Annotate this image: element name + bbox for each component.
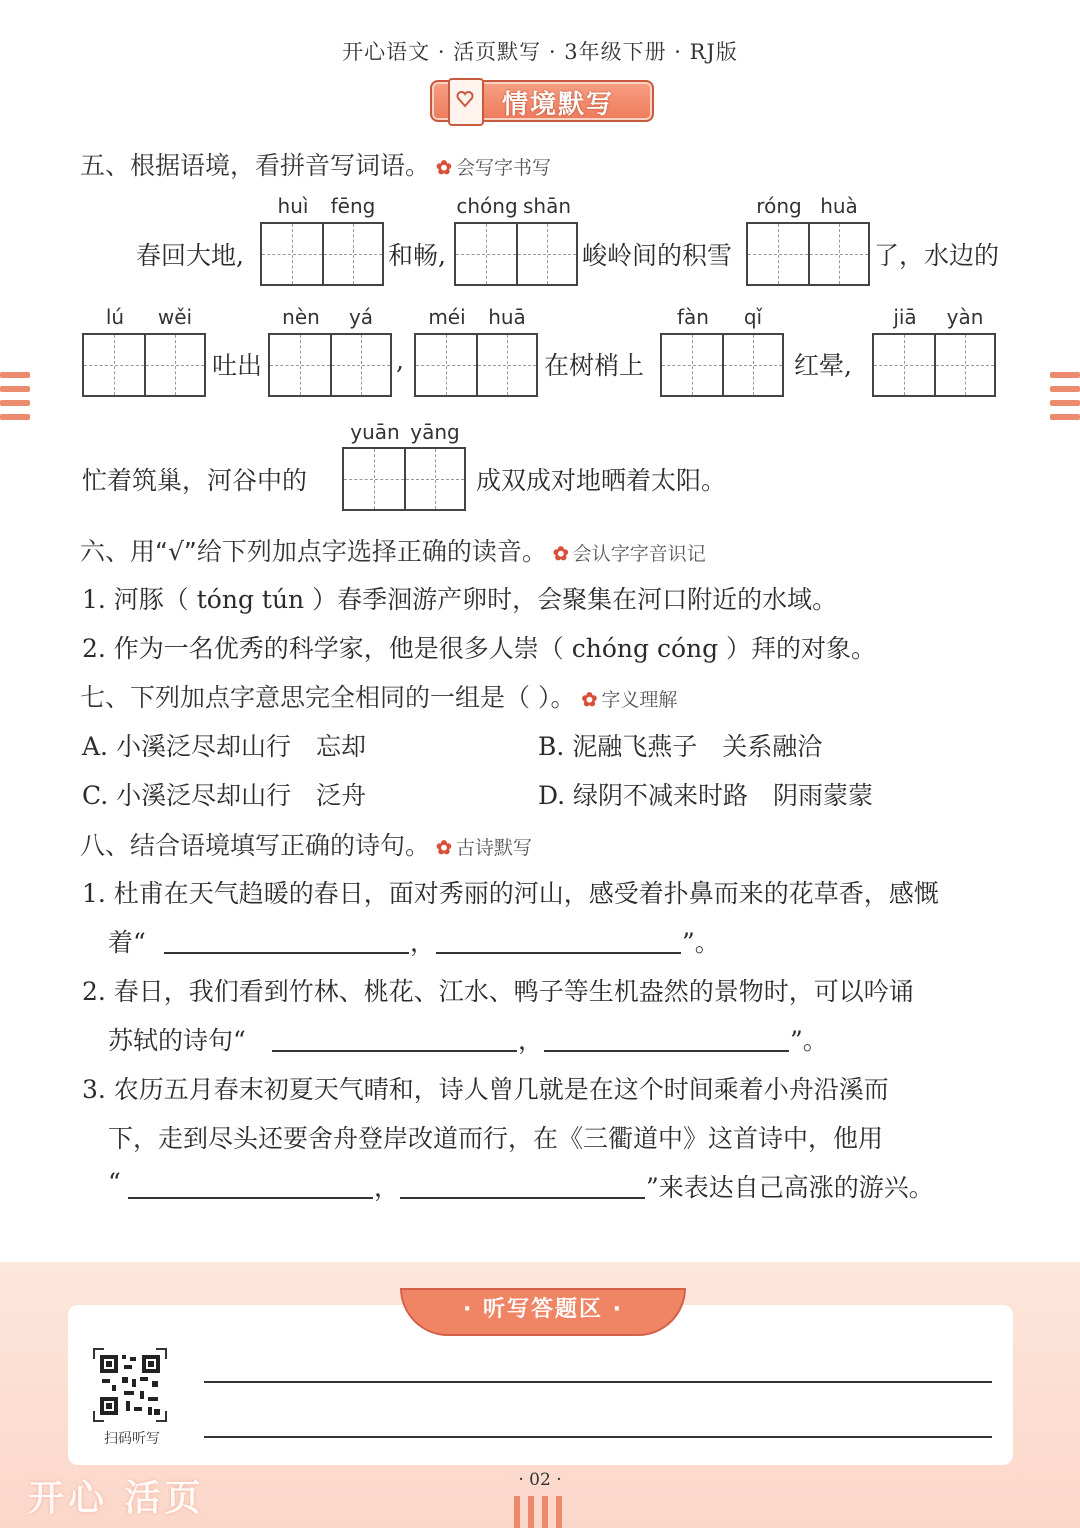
text: “ [108,1168,121,1197]
answer-blank[interactable] [272,1020,517,1052]
pinyin: fēng [330,194,376,218]
qr-code-icon[interactable] [92,1347,168,1423]
dictation-line[interactable] [204,1436,992,1438]
option-d[interactable]: D. 绿阴不减来时路 阴雨蒙蒙 [538,781,874,810]
section-5-tag: 会写字书写 [455,157,551,179]
section-6-tag: 会认字字音识记 [572,543,706,565]
option-c[interactable]: C. 小溪泛尽却山行 泛舟 [82,781,367,810]
pinyin: wěi [157,305,193,329]
pinyin: yá [348,305,374,329]
dictation-area-title: · 听写答题区 · [400,1288,686,1336]
pinyin: nèn [282,305,320,329]
brand-watermark: 开心 活页 [28,1478,205,1519]
writing-box[interactable] [342,447,466,511]
pinyin: yāng [410,420,460,444]
bottom-marker [514,1496,562,1532]
left-side-marker [0,372,30,420]
text: 成双成对地晒着太阳。 [476,466,727,495]
section-8-title: 八、结合语境填写正确的诗句。 ✿ 古诗默写 [80,831,532,860]
banner-title: 情境默写 [502,90,615,120]
text: 红晕, [794,351,852,380]
dictation-line[interactable] [204,1381,992,1383]
pinyin: chóng [456,194,518,218]
pinyin: shān [522,194,572,218]
answer-blank[interactable] [544,1020,789,1052]
flower-icon: ✿ [436,157,452,179]
section-banner [430,80,654,122]
page-number: · 02 · [518,1470,562,1490]
text: 着“ [108,928,146,957]
question-6-2: 2. 作为一名优秀的科学家，他是很多人崇（ chóng cóng ）拜的对象。 [82,634,877,663]
pinyin: lú [105,305,125,329]
text: ”。 [790,1026,828,1055]
writing-box[interactable] [454,222,578,286]
text: ， [374,1173,400,1202]
question-6-1: 1. 河豚（ tóng tún ）春季洄游产卵时，会聚集在河口附近的水域。 [82,585,838,614]
pinyin: fàn [677,305,709,329]
heart-tag-icon [448,78,484,126]
answer-blank[interactable] [128,1167,373,1199]
option-a[interactable]: A. 小溪泛尽却山行 忘却 [82,732,366,761]
writing-box[interactable] [660,333,784,397]
pinyin: róng [756,194,802,218]
pinyin: méi [428,305,466,329]
text: ”来表达自己高涨的游兴。 [646,1173,934,1202]
question-8-2: 2. 春日，我们看到竹林、桃花、江水、鸭子等生机盎然的景物时，可以吟诵 [82,977,914,1006]
pinyin: huì [277,194,309,218]
text: , [396,346,404,375]
answer-blank[interactable] [436,922,681,954]
question-8-1: 1. 杜甫在天气趋暖的春日，面对秀丽的河山，感受着扑鼻而来的花草香，感慨 [82,879,939,908]
pinyin: huà [820,194,858,218]
option-b[interactable]: B. 泥融飞燕子 关系融洽 [538,732,823,761]
pinyin: yuān [350,420,400,444]
writing-box[interactable] [414,333,538,397]
flower-icon: ✿ [436,837,452,859]
text: 苏轼的诗句“ [108,1026,246,1055]
writing-box[interactable] [268,333,392,397]
pinyin: yàn [946,305,984,329]
writing-box[interactable] [260,222,384,286]
pinyin: huā [488,305,526,329]
text: ， [518,1026,544,1055]
text: 吐出 [212,351,263,380]
question-8-3: 3. 农历五月春末初夏天气晴和，诗人曾几就是在这个时间乘着小舟沿溪而 [82,1075,889,1104]
text: ”。 [682,928,720,957]
text: 下，走到尽头还要舍舟登岸改道而行，在《三衢道中》这首诗中，他用 [108,1124,884,1153]
writing-box[interactable] [746,222,870,286]
right-side-marker [1050,372,1080,420]
qr-label: 扫码听写 [104,1431,160,1447]
writing-box[interactable] [82,333,206,397]
pinyin: qǐ [743,305,763,329]
section-6-title: 六、用“√”给下列加点字选择正确的读音。 ✿ 会认字字音识记 [80,537,706,566]
text: 峻岭间的积雪 [582,241,733,270]
text: 忙着筑巢，河谷中的 [82,466,308,495]
writing-box[interactable] [872,333,996,397]
pinyin: jiā [893,305,917,329]
section-8-tag: 古诗默写 [455,837,532,859]
page-header: 开心语文 · 活页默写 · 3年级下册 · RJ版 [342,40,738,64]
flower-icon: ✿ [552,543,569,565]
text: 在树梢上 [544,351,645,380]
flower-icon: ✿ [581,689,598,711]
section-7-title: 七、下列加点字意思完全相同的一组是（ ）。 ✿ 字义理解 [80,683,678,712]
text: 和畅, [388,241,446,270]
answer-blank[interactable] [164,922,409,954]
text: 了，水边的 [874,241,1000,270]
section-7-tag: 字义理解 [601,689,678,711]
text: 春回大地, [136,241,244,270]
text: ， [410,928,436,957]
section-5-title: 五、根据语境，看拼音写词语。 ✿ 会写字书写 [80,151,551,180]
answer-blank[interactable] [400,1167,645,1199]
